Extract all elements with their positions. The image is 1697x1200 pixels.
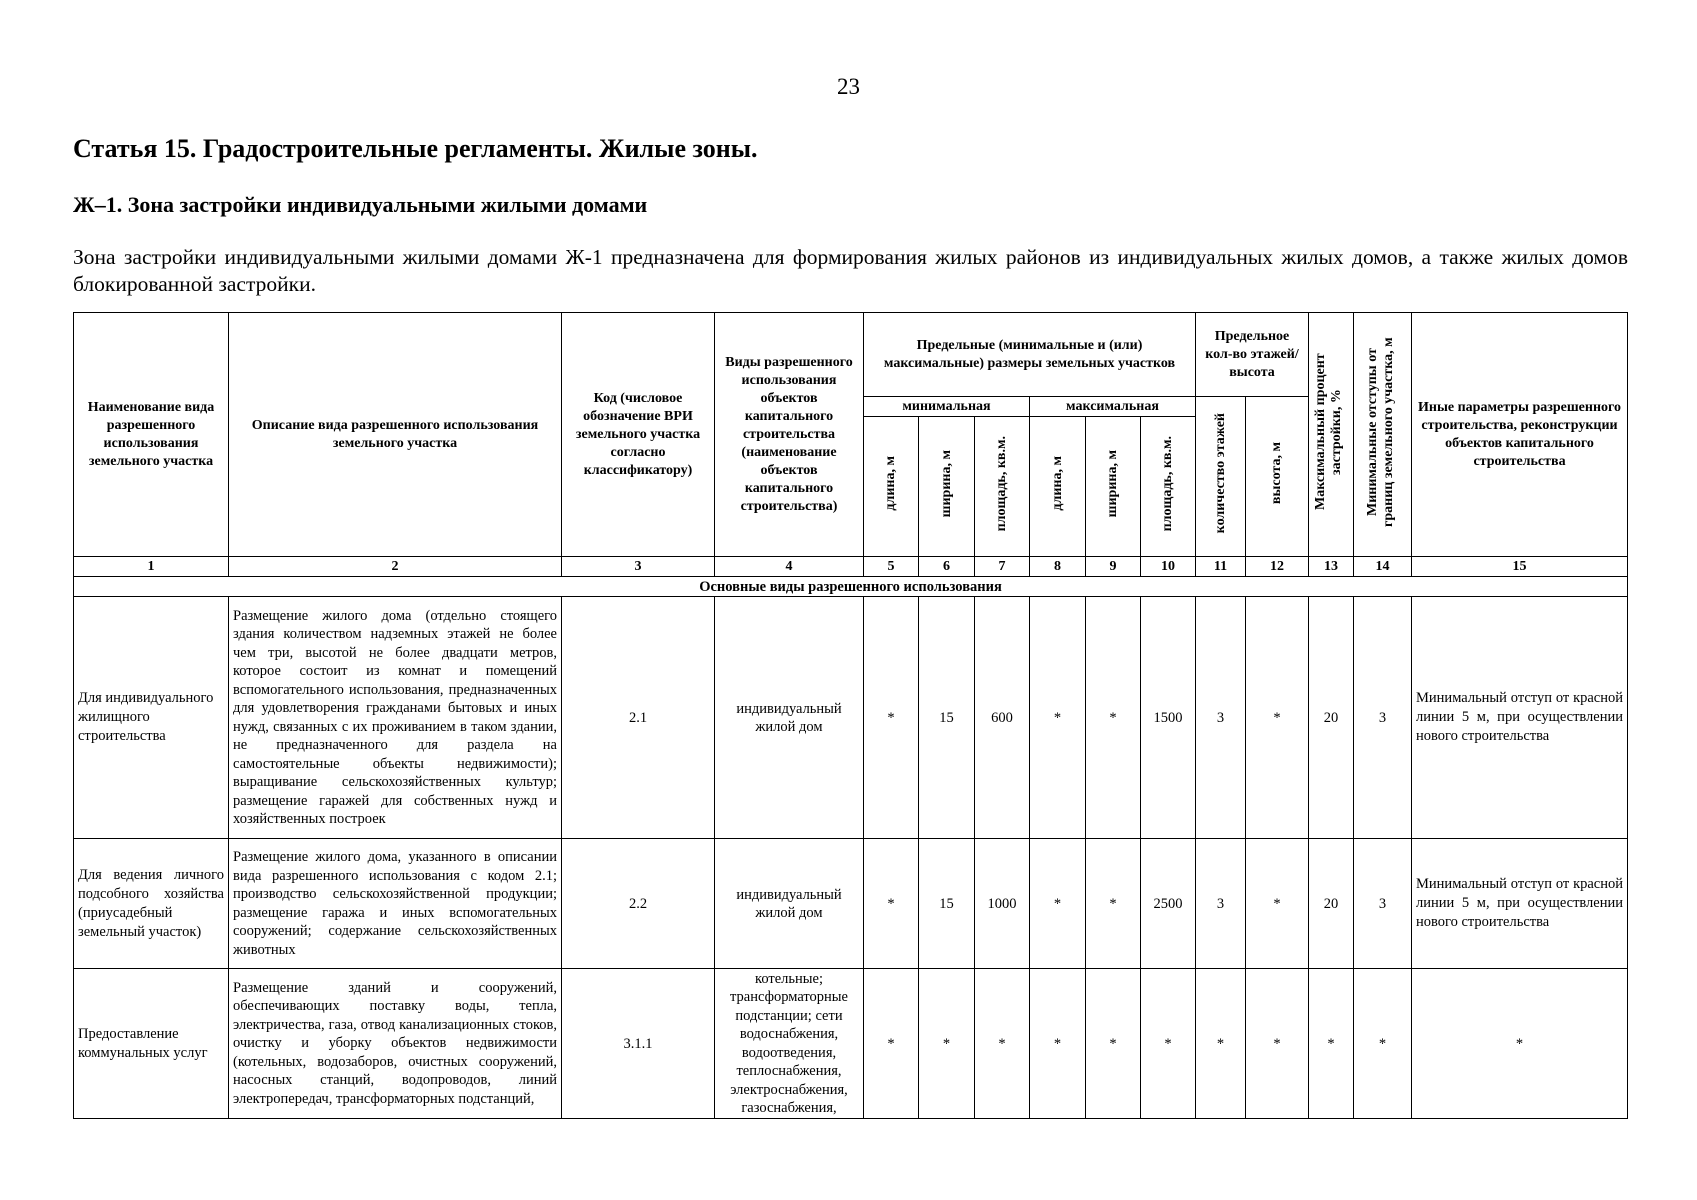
- row-max-width: *: [1086, 839, 1141, 969]
- header-max-width-text: ширина, м: [1105, 449, 1120, 518]
- header-min-area: [975, 417, 1030, 557]
- header-max-length-text: длина, м: [1049, 456, 1065, 511]
- row-max-area: 1500: [1141, 597, 1196, 839]
- row-code: 2.2: [562, 839, 715, 969]
- row-min-length: *: [864, 839, 919, 969]
- row-max-length: *: [1030, 839, 1086, 969]
- column-number: 12: [1246, 557, 1309, 577]
- row-objects: котельные; трансформаторные подстанции; сети водоснабжения, водоотведения, теплоснабжения, электроснабжения, газоснабжения,: [715, 969, 864, 1119]
- header-min-length-text: длина, м: [883, 456, 898, 511]
- row-objects: индивидуальный жилой дом: [715, 839, 864, 969]
- header-height-text: высота, м: [1269, 442, 1285, 505]
- row-height: *: [1246, 597, 1309, 839]
- section-title: Основные виды разрешенного использования: [74, 577, 1628, 597]
- row-floors: 3: [1196, 597, 1246, 839]
- header-max-area-text: площадь, кв.м.: [1160, 435, 1175, 532]
- header-other-params: Иные параметры разрешенного строительства, реконструкции объектов капитального строительства: [1412, 313, 1628, 557]
- column-number: 15: [1412, 557, 1628, 577]
- row-percent: 20: [1309, 839, 1354, 969]
- column-number: 5: [864, 557, 919, 577]
- header-maximal: максимальная: [1030, 397, 1196, 417]
- row-description: Размещение жилого дома (отдельно стоящего здания количеством надземных этажей не более чем три, высотой не более двадцати метров, которое состоит из комнат и помещений вспомогательного использования, предназначенных для удовлетворения гражданами бытовых и иных нужд, связанных с их проживанием в таком здании, не предназначенного для раздела на самостоятельные объекты недвижимости); выращивание сельскохозяйственных культур; размещение гаражей для собственных нужд и хозяйственных построек: [229, 597, 562, 839]
- row-percent: 20: [1309, 597, 1354, 839]
- row-min-width: *: [919, 969, 975, 1119]
- row-max-length: *: [1030, 597, 1086, 839]
- column-number: 14: [1354, 557, 1412, 577]
- column-number: 6: [919, 557, 975, 577]
- header-row-1: [74, 313, 1628, 397]
- row-max-width: *: [1086, 597, 1141, 839]
- row-min-width: 15: [919, 839, 975, 969]
- row-max-length: *: [1030, 969, 1086, 1119]
- row-description: Размещение жилого дома, указанного в описании вида разрешенного использования с кодом 2.1; производство сельскохозяйственной продукции; размещение гаража и иных вспомогательных сооружений; содержание сельскохозяйственных животных: [229, 839, 562, 969]
- header-min-area-text: площадь, кв.м.: [994, 435, 1009, 532]
- column-number: 10: [1141, 557, 1196, 577]
- row-min-length: *: [864, 969, 919, 1119]
- column-number: 1: [74, 557, 229, 577]
- header-max-width: [1086, 417, 1141, 557]
- column-number: 13: [1309, 557, 1354, 577]
- row-percent: *: [1309, 969, 1354, 1119]
- header-min-offsets: [1354, 313, 1412, 557]
- header-max-percent-text: Максимальный процент застройки, %: [1313, 353, 1345, 510]
- regulations-table: [73, 312, 1628, 1119]
- column-number: 2: [229, 557, 562, 577]
- header-max-percent: [1309, 313, 1354, 557]
- row-other: Минимальный отступ от красной линии 5 м, при осуществлении нового строительства: [1412, 597, 1628, 839]
- row-min-area: 1000: [975, 839, 1030, 969]
- header-code: Код (числовое обозначение ВРИ земельного участка согласно классификатору): [562, 313, 715, 557]
- row-floors: *: [1196, 969, 1246, 1119]
- row-max-area: *: [1141, 969, 1196, 1119]
- column-number: 8: [1030, 557, 1086, 577]
- row-min-width: 15: [919, 597, 975, 839]
- row-max-area: 2500: [1141, 839, 1196, 969]
- header-max-area: [1141, 417, 1196, 557]
- table-row: [74, 839, 1628, 969]
- header-name: Наименование вида разрешенного использования земельного участка: [74, 313, 229, 557]
- column-number: 3: [562, 557, 715, 577]
- header-objects: Виды разрешенного использования объектов капитального строительства (наименование объектов капитального строительства): [715, 313, 864, 557]
- header-height: [1246, 397, 1309, 557]
- column-number: 4: [715, 557, 864, 577]
- row-min-area: *: [975, 969, 1030, 1119]
- header-min-width-text: ширина, м: [938, 449, 954, 518]
- page-number: 23: [837, 74, 860, 99]
- row-name: Для ведения личного подсобного хозяйства (приусадебный земельный участок): [74, 839, 229, 969]
- row-height: *: [1246, 839, 1309, 969]
- row-offset: 3: [1354, 597, 1412, 839]
- column-numbers-row: [74, 557, 1628, 577]
- header-limit-sizes: Предельные (минимальные и (или) максимальные) размеры земельных участков: [864, 313, 1196, 397]
- header-floors-count: [1196, 397, 1246, 557]
- row-objects: индивидуальный жилой дом: [715, 597, 864, 839]
- zone-title: Ж–1. Зона застройки индивидуальными жилыми домами: [73, 192, 648, 217]
- row-name: Предоставление коммунальных услуг: [74, 969, 229, 1119]
- header-floors-count-text: количество этажей: [1212, 413, 1228, 534]
- column-number: 11: [1196, 557, 1246, 577]
- table-row: [74, 969, 1628, 1119]
- row-other: *: [1412, 969, 1628, 1119]
- row-description: Размещение зданий и сооружений, обеспечивающих поставку воды, тепла, электричества, газа, отвод канализационных стоков, очистку и уборку объектов недвижимости (котельных, водозаборов, очистных сооружений, насосных станций, водопроводов, линий электропередач, трансформаторных подстанций,: [229, 969, 562, 1119]
- row-floors: 3: [1196, 839, 1246, 969]
- row-offset: 3: [1354, 839, 1412, 969]
- row-max-width: *: [1086, 969, 1141, 1119]
- table-row: [74, 597, 1628, 839]
- header-minimal: минимальная: [864, 397, 1030, 417]
- row-min-length: *: [864, 597, 919, 839]
- header-min-length: [864, 417, 919, 557]
- column-number: 7: [975, 557, 1030, 577]
- row-height: *: [1246, 969, 1309, 1119]
- intro-paragraph: Зона застройки индивидуальными жилыми домами Ж-1 предназначена для формирования жилых районов из индивидуальных жилых домов, а также жилых домов блокированной застройки.: [73, 245, 1628, 296]
- row-name: Для индивидуального жилищного строительства: [74, 597, 229, 839]
- article-title: Статья 15. Градостроительные регламенты. Жилые зоны.: [73, 134, 758, 163]
- row-min-area: 600: [975, 597, 1030, 839]
- row-offset: *: [1354, 969, 1412, 1119]
- column-number: 9: [1086, 557, 1141, 577]
- row-other: Минимальный отступ от красной линии 5 м, при осуществлении нового строительства: [1412, 839, 1628, 969]
- header-max-length: [1030, 417, 1086, 557]
- row-code: 2.1: [562, 597, 715, 839]
- header-min-width: [919, 417, 975, 557]
- section-row: [74, 577, 1628, 597]
- header-min-offsets-text: Минимальные отступы от границ земельного участка, м: [1364, 336, 1396, 527]
- row-code: 3.1.1: [562, 969, 715, 1119]
- header-floors-group: Предельное кол-во этажей/ высота: [1196, 313, 1309, 397]
- header-description: Описание вида разрешенного использования земельного участка: [229, 313, 562, 557]
